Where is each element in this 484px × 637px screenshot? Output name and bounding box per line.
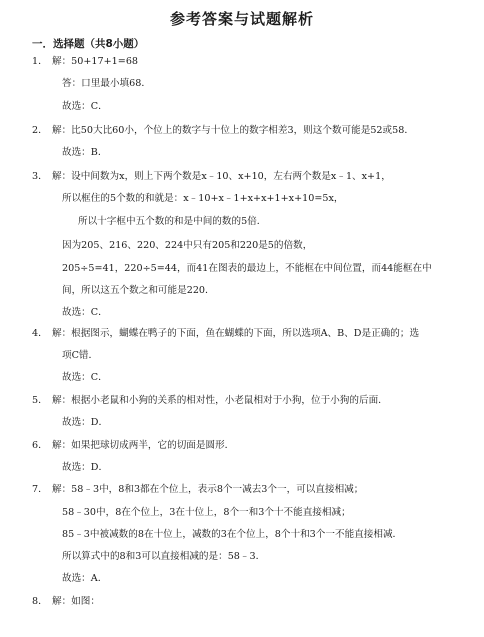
answer-line: 解：如果把球切成两半，它的切面是圆形． bbox=[52, 440, 235, 451]
item-number: 6． bbox=[32, 440, 48, 451]
answer-line: 间，所以这五个数之和可能是220． bbox=[62, 285, 215, 296]
answer-line: 解：比50大比60小，个位上的数字与十位上的数字相差3，则这个数可能是52或58． bbox=[52, 125, 414, 136]
answer-line: 解：根据小老鼠和小狗的关系的相对性，小老鼠相对于小狗，位于小狗的后面． bbox=[52, 395, 388, 406]
answer-line: 解：50+17+1=68 bbox=[52, 56, 139, 67]
answer-line: 所以框住的5个数的和就是：x﹣10+x﹣1+x+x+1+x+10=5x， bbox=[62, 193, 344, 204]
item-number: 5． bbox=[32, 395, 48, 406]
choice-line: 故选：C． bbox=[62, 372, 108, 383]
answer-line: 205÷5=41，220÷5=44，而41在图表的最边上，不能框在中间位置，而44能框在中 bbox=[62, 263, 432, 274]
answer-line: 58﹣30中，8在个位上，3在十位上，8个一和3个十不能直接相减； bbox=[62, 507, 351, 518]
answer-line: 所以算式中的8和3可以直接相减的是：58﹣3． bbox=[62, 551, 266, 562]
answer-line: 解：如图： bbox=[52, 596, 100, 607]
answer-line: 解：设中间数为x，则上下两个数是x﹣10、x+10，左右两个数是x﹣1、x+1， bbox=[52, 171, 391, 182]
answer-line: 85﹣3中被减数的8在十位上，减数的3在个位上，8个十和3个一不能直接相减． bbox=[62, 529, 403, 540]
answer-line: 答：口里最小填68． bbox=[62, 78, 151, 89]
choice-line: 故选：D． bbox=[62, 417, 109, 428]
choice-line: 故选：A． bbox=[62, 573, 108, 584]
choice-line: 故选：B． bbox=[62, 147, 108, 158]
answer-line: 所以十字框中五个数的和是中间的数的5倍． bbox=[78, 216, 267, 227]
choice-line: 故选：C． bbox=[62, 307, 108, 318]
answer-line: 因为205、216、220、224中只有205和220是5的倍数， bbox=[62, 240, 313, 251]
answer-line: 项C错． bbox=[62, 350, 99, 361]
answer-line: 解：58﹣3中，8和3都在个位上，表示8个一减去3个一，可以直接相减； bbox=[52, 484, 364, 495]
choice-line: 故选：C． bbox=[62, 101, 108, 112]
item-number: 8． bbox=[32, 596, 48, 607]
item-number: 4． bbox=[32, 328, 48, 339]
item-number: 3． bbox=[32, 171, 48, 182]
answer-line: 解：根据图示，蝴蝶在鸭子的下面，鱼在蝴蝶的下面，所以选项A、B、D是正确的；选 bbox=[52, 328, 420, 339]
section-heading: 一．选择题（共8小题） bbox=[32, 38, 145, 50]
page-title: 参考答案与试题解析 bbox=[169, 10, 314, 28]
item-number: 7． bbox=[32, 484, 48, 495]
item-number: 2． bbox=[32, 125, 48, 136]
choice-line: 故选：D． bbox=[62, 462, 109, 473]
item-number: 1． bbox=[32, 56, 48, 67]
